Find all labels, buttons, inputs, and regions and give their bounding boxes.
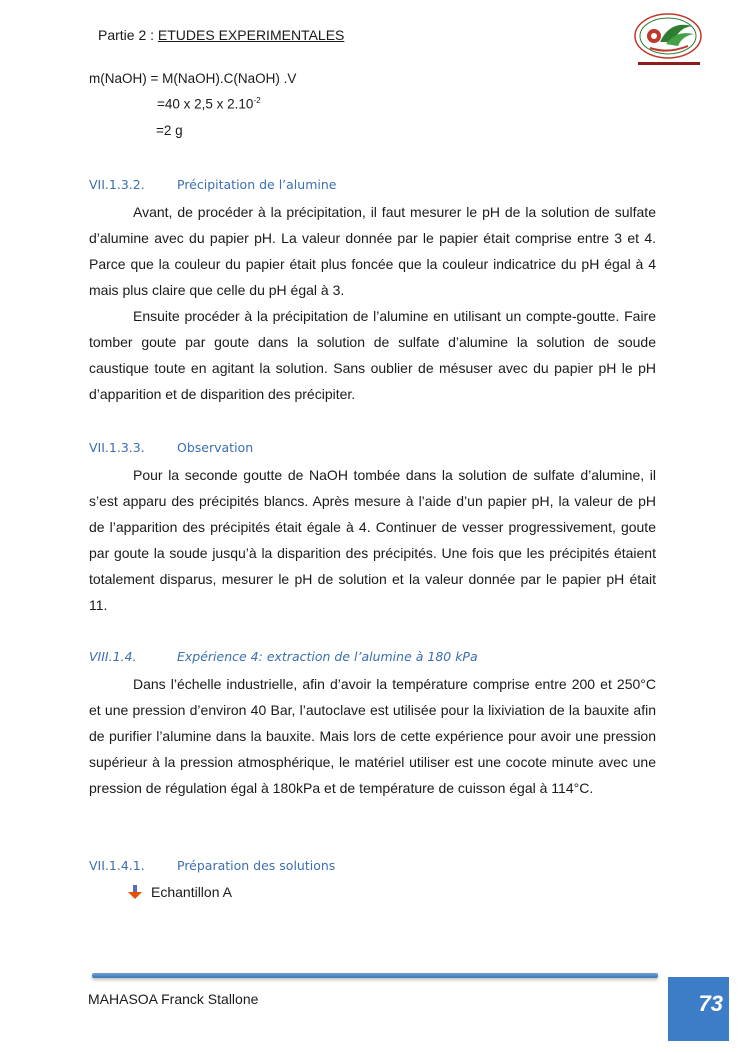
page-number: 73	[698, 991, 723, 1016]
section-title: Observation	[177, 440, 254, 455]
page-number-box	[668, 977, 729, 1041]
section-heading-experience-4	[89, 649, 478, 664]
section-body-observation	[89, 462, 656, 618]
section-number: VII.1.3.3.	[89, 440, 145, 455]
section-number: VIII.1.4.	[89, 649, 137, 664]
section-heading-precipitation	[89, 177, 336, 192]
page-header	[98, 27, 344, 43]
section-heading-observation	[89, 440, 253, 455]
header-title: ETUDES EXPERIMENTALES	[157, 27, 345, 43]
university-logo-icon	[630, 12, 708, 70]
paragraph: Pour la seconde goutte de NaOH tombée dans la solution de sulfate d’alumine, il s’est apparu des précipités blancs. Après mesure à l’aide d’un papier pH, la valeur de pH de l’apparition des précipités était égale à 4. Continuer de vesser progressivement, goute par goute la soude jusqu’à la disparition des précipités. Une fois que les précipités étaient totalement disparus, mesurer le pH de solution et la valeur donnée par le papier pH était 11.	[89, 467, 656, 613]
formula-line-3: =2 g	[156, 123, 183, 138]
paragraph: Avant, de procéder à la précipitation, il faut mesurer le pH de la solution de sulfate d’alumine avec du papier pH. La valeur donnée par le papier était comprise entre 3 et 4. Parce que la couleur du papier était plus foncée que la couleur indicatrice du pH égal à 4 mais plus claire que celle du pH égal à 3.	[89, 204, 656, 298]
paragraph: Dans l’échelle industrielle, afin d’avoir la température comprise entre 200 et 250°C et une pression d’environ 40 Bar, l’autoclave est utilisée pour la lixiviation de la bauxite afin de purifier l’alumine dans la bauxite. Mais lors de cette expérience pour avoir une pression supérieur à la pression atmosphérique, le matériel utiliser est une cocote minute avec une pression de régulation égal à 180kPa et de température de cuisson égal à 114°C.	[89, 676, 656, 796]
formula-line-2-main: =40 x 2,5 x 2.10	[157, 96, 254, 112]
section-title: Préparation des solutions	[177, 858, 336, 873]
section-number: VII.1.4.1.	[89, 858, 145, 873]
section-body-experience-4	[89, 671, 656, 801]
formula-line-1: m(NaOH) = M(NaOH).C(NaOH) .V	[89, 71, 297, 86]
formula-line-2-exponent: -2	[253, 96, 261, 105]
paragraph: Ensuite procéder à la précipitation de l’alumine en utilisant un compte-goutte. Faire tomber goute par goute dans la solution de sulfate d’alumine la solution de soude caustique toute en agitant la solution. Sans oublier de mésuser avec du papier pH le pH d’apparition et de disparition des précipiter.	[89, 308, 656, 402]
footer-divider	[92, 973, 658, 978]
section-body-precipitation	[89, 199, 656, 407]
bullet-item	[128, 884, 232, 900]
bullet-label: Echantillon A	[151, 884, 232, 900]
footer-author: MAHASOA Franck Stallone	[88, 991, 259, 1007]
down-arrow-bullet-icon	[128, 885, 142, 899]
formula-line-2	[157, 96, 261, 112]
section-number: VII.1.3.2.	[89, 177, 145, 192]
section-heading-preparation	[89, 858, 335, 873]
header-prefix: Partie 2 :	[98, 27, 158, 43]
section-title: Expérience 4: extraction de l’alumine à 180 kPa	[177, 649, 478, 664]
section-title: Précipitation de l’alumine	[177, 177, 337, 192]
